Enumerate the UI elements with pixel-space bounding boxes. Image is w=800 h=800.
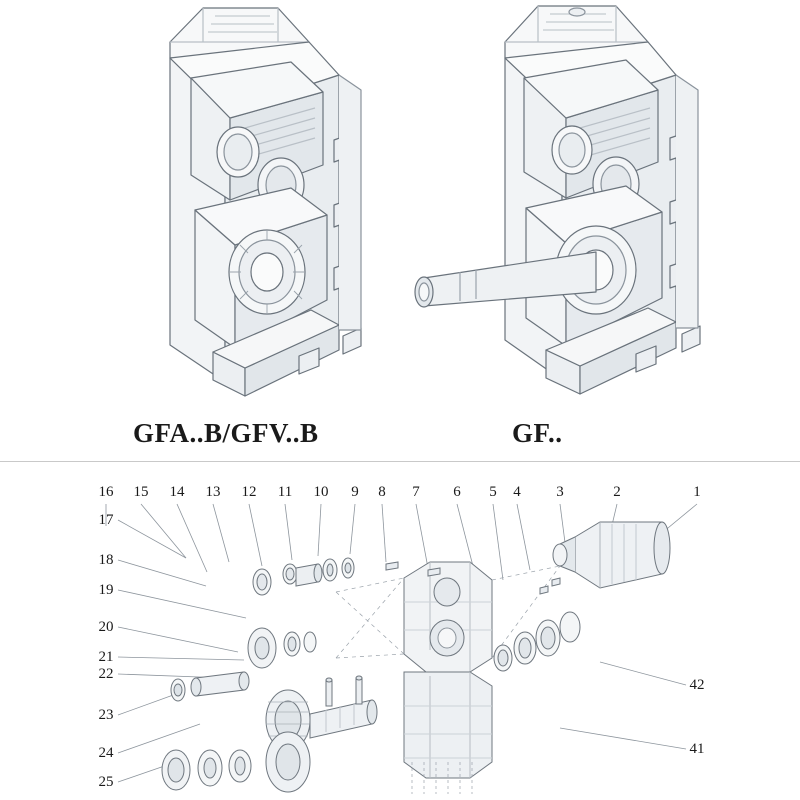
- callout-21: 21: [98, 649, 114, 665]
- exploded-view-illustration: [0, 462, 800, 800]
- callout-15: 15: [133, 484, 149, 500]
- callout-20: 20: [98, 619, 114, 635]
- callout-1: 1: [693, 484, 701, 500]
- callout-12: 12: [241, 484, 257, 500]
- callout-4: 4: [513, 484, 521, 500]
- callout-5: 5: [489, 484, 497, 500]
- callout-19: 19: [98, 582, 114, 598]
- gearbox-housing-left-illustration: [95, 0, 385, 400]
- callout-2: 2: [613, 484, 621, 500]
- callout-8: 8: [378, 484, 386, 500]
- callout-13: 13: [205, 484, 221, 500]
- callout-17: 17: [98, 512, 114, 528]
- callout-7: 7: [412, 484, 420, 500]
- exploded-parts-diagram: [0, 462, 800, 800]
- callout-16: 16: [98, 484, 114, 500]
- callout-11: 11: [277, 484, 293, 500]
- callout-9: 9: [351, 484, 359, 500]
- callout-6: 6: [453, 484, 461, 500]
- callout-25: 25: [98, 774, 114, 790]
- callout-23: 23: [98, 707, 114, 723]
- callout-41: 41: [689, 741, 705, 757]
- callout-18: 18: [98, 552, 114, 568]
- callout-14: 14: [169, 484, 185, 500]
- callout-10: 10: [313, 484, 329, 500]
- callout-24: 24: [98, 745, 114, 761]
- callout-22: 22: [98, 666, 114, 682]
- caption-left: GFA..B/GFV..B: [133, 418, 319, 448]
- callout-3: 3: [556, 484, 564, 500]
- gearbox-housing-right-illustration: [400, 0, 710, 400]
- callout-42: 42: [689, 677, 705, 693]
- caption-right: GF..: [512, 418, 563, 448]
